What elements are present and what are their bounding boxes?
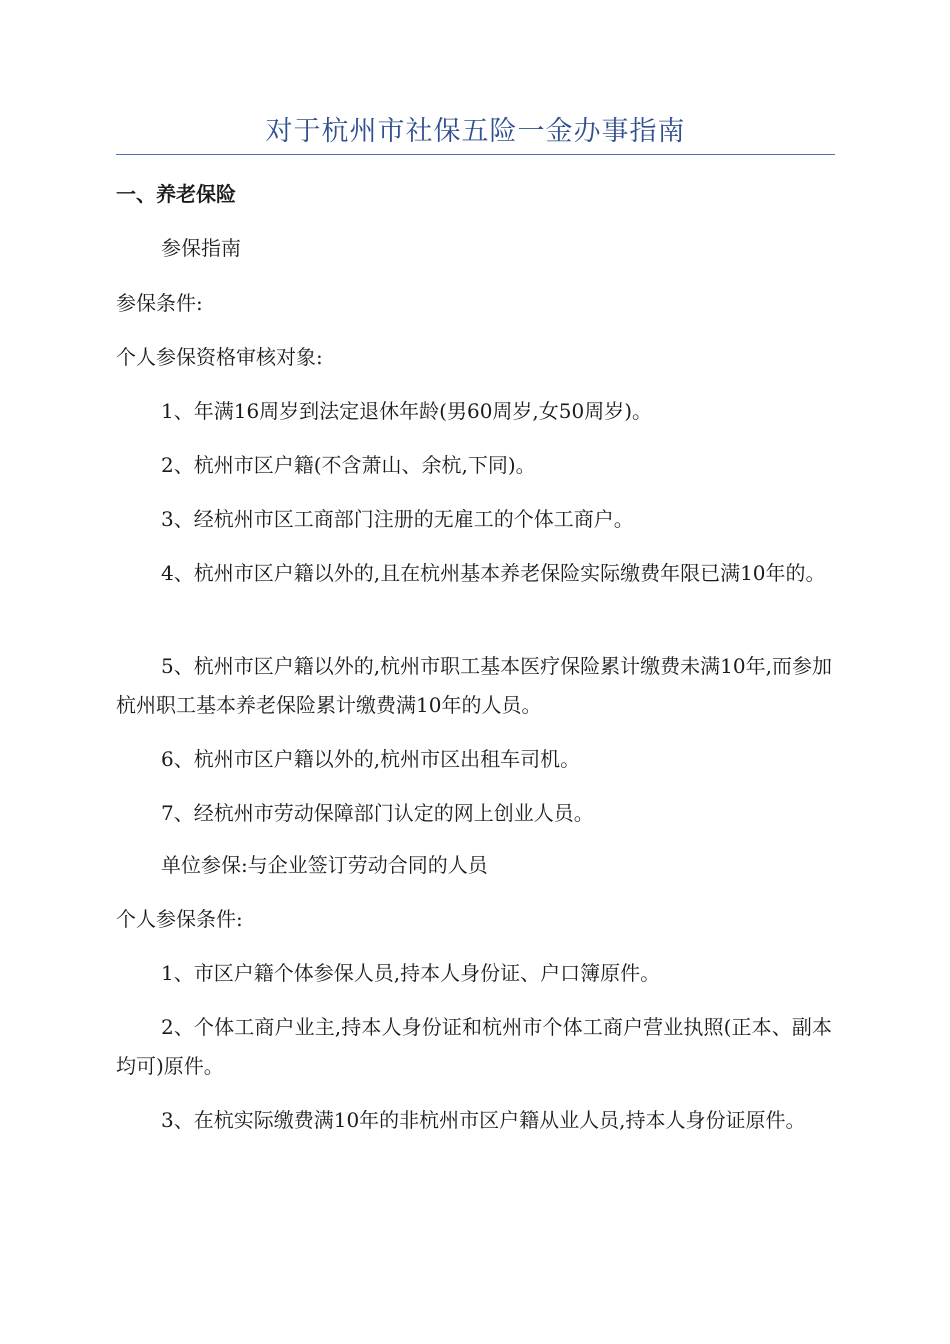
review-item-1: 1、年满16周岁到法定退休年龄(男60周岁,女50周岁)。 <box>161 399 653 423</box>
review-item-4: 4、杭州市区户籍以外的,且在杭州基本养老保险实际缴费年限已满10年的。 <box>161 561 826 585</box>
review-item-7: 7、经杭州市劳动保障部门认定的网上创业人员。 <box>161 801 594 825</box>
review-item-2: 2、杭州市区户籍(不含萧山、余杭,下同)。 <box>161 453 536 477</box>
unit-insurance: 单位参保:与企业签订劳动合同的人员 <box>161 853 488 877</box>
conditions-label: 参保条件: <box>116 291 203 315</box>
subheading: 参保指南 <box>161 236 241 260</box>
review-item-3: 3、经杭州市区工商部门注册的无雇工的个体工商户。 <box>161 507 634 531</box>
section-heading: 一、养老保险 <box>116 182 236 206</box>
condition-item-1: 1、市区户籍个体参保人员,持本人身份证、户口簿原件。 <box>161 961 661 985</box>
personal-conditions-label: 个人参保条件: <box>116 907 243 931</box>
review-item-5: 5、杭州市区户籍以外的,杭州市职工基本医疗保险累计缴费未满10年,而参加杭州职工基本养老保险累计缴费满10年的人员。 <box>116 654 832 717</box>
title-underline <box>116 154 835 155</box>
review-item-6: 6、杭州市区户籍以外的,杭州市区出租车司机。 <box>161 747 581 771</box>
personal-review-label: 个人参保资格审核对象: <box>116 345 323 369</box>
condition-item-3: 3、在杭实际缴费满10年的非杭州市区户籍从业人员,持本人身份证原件。 <box>161 1108 806 1132</box>
document-title: 对于杭州市社保五险一金办事指南 <box>265 116 686 147</box>
condition-item-2: 2、个体工商户业主,持本人身份证和杭州市个体工商户营业执照(正本、副本均可)原件。 <box>116 1015 832 1078</box>
